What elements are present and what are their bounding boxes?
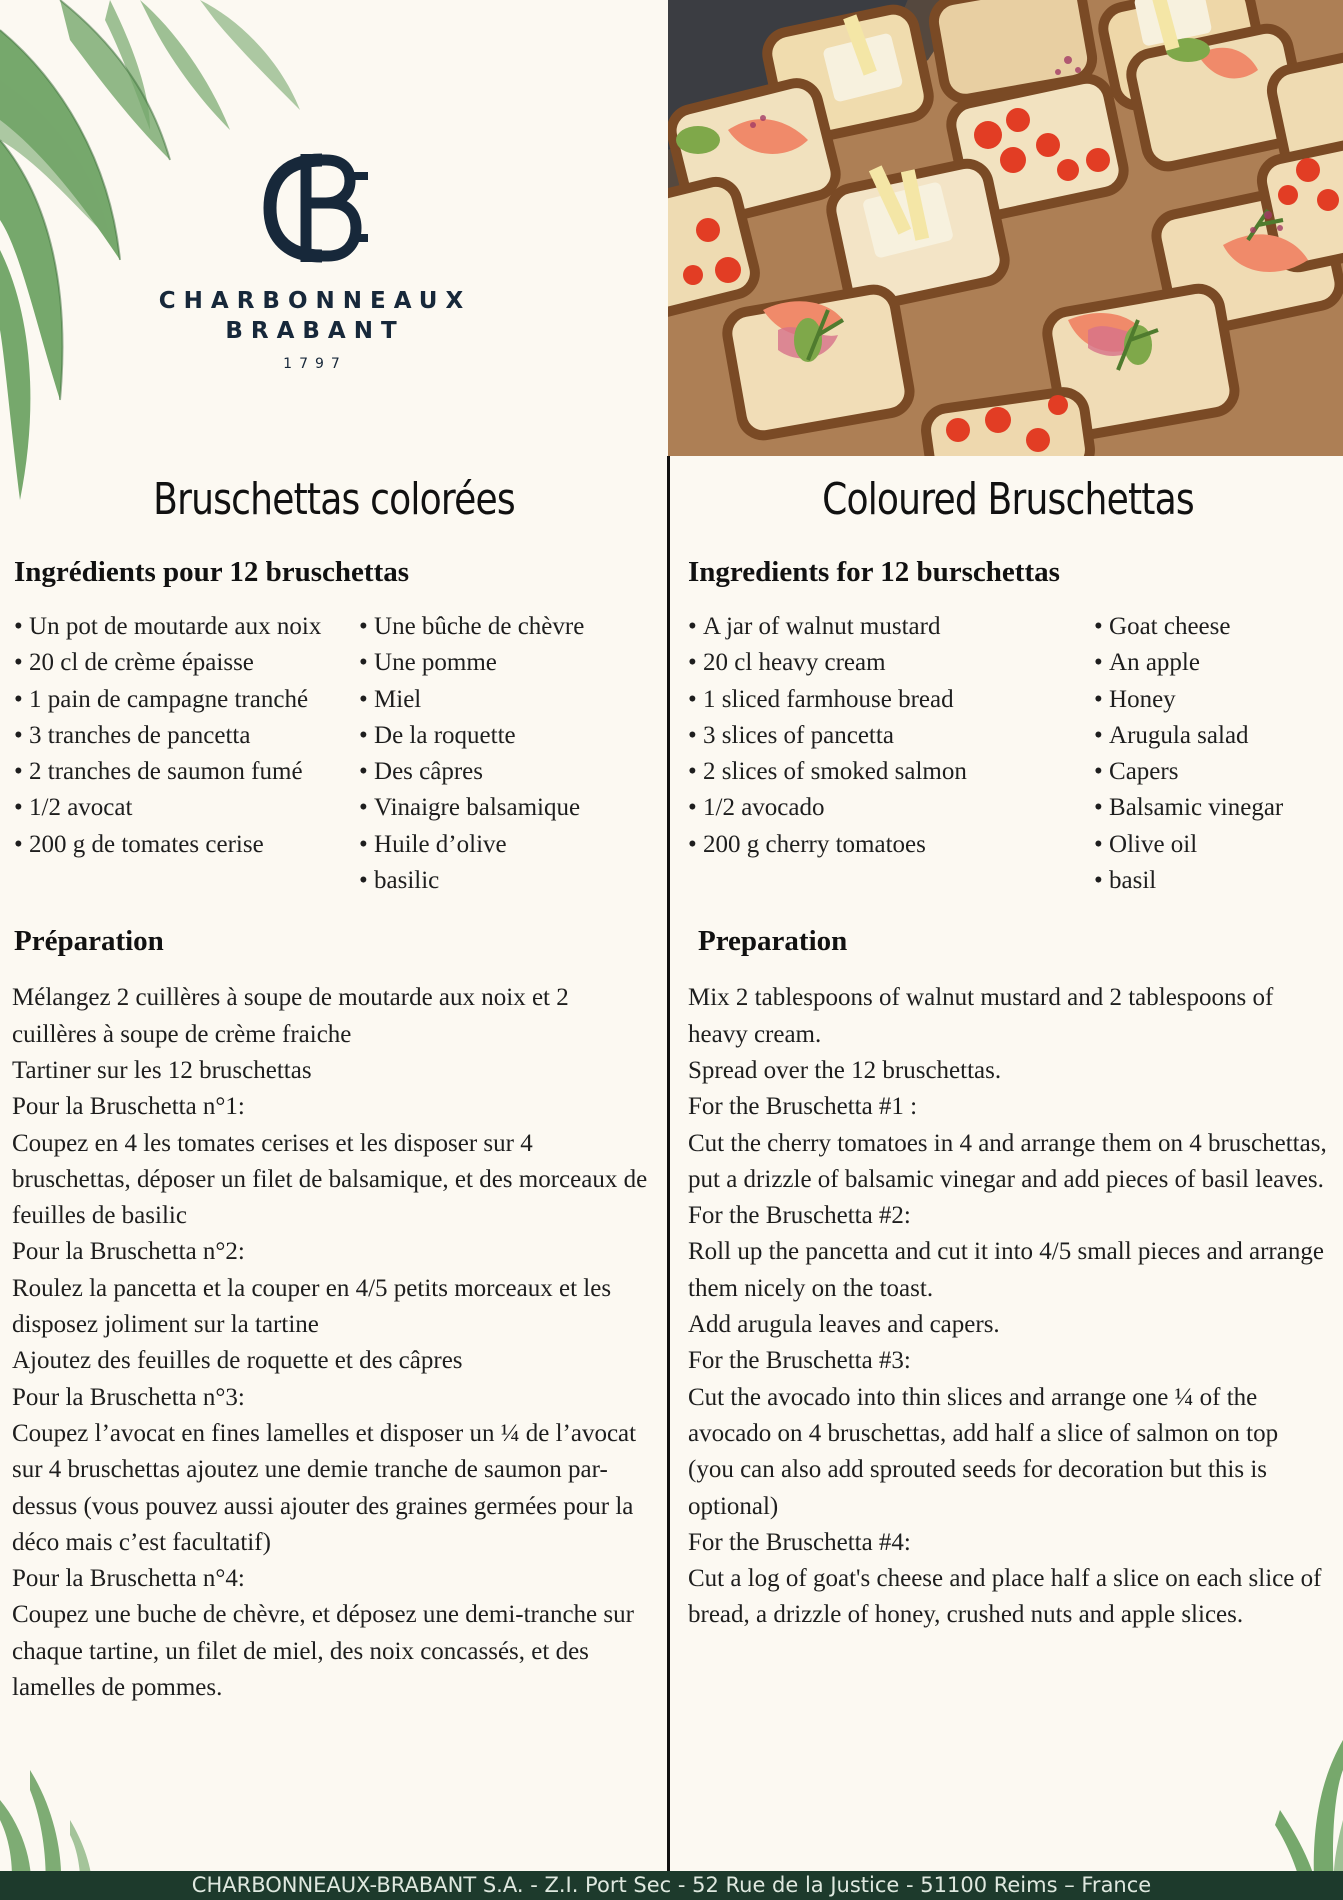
preparation-step: Mix 2 tablespoons of walnut mustard and 2 tablespoons of heavy cream. xyxy=(688,984,1274,1048)
preparation-heading-en: Preparation xyxy=(698,925,848,958)
preparation-step: Tartiner sur les 12 bruschettas xyxy=(12,1056,312,1084)
ingredient-item: • 3 tranches de pancetta xyxy=(14,718,359,754)
preparation-heading-fr: Préparation xyxy=(14,925,164,958)
ingredient-item: • 200 g cherry tomatoes xyxy=(688,827,1094,863)
ingredient-item: • 20 cl heavy cream xyxy=(688,645,1094,681)
preparation-step: Pour la Bruschetta n°4: xyxy=(12,1565,245,1593)
ingredients-list-fr xyxy=(14,609,654,899)
ingredient-item: • Des câpres xyxy=(359,754,584,790)
ingredients-column-2-en xyxy=(1094,609,1283,899)
preparation-step: Pour la Bruschetta n°3: xyxy=(12,1383,245,1411)
preparation-step: Cut the avocado into thin slices and arrange one ¼ of the avocado on 4 bruschettas, add half a slice of salmon on top (you can also add sprouted seeds for decoration but this is optional) xyxy=(688,1383,1279,1520)
preparation-step: Coupez l’avocat en fines lamelles et disposer un ¼ de l’avocat sur 4 bruschettas ajoutez une demie tranche de saumon par-dessus (vous pouvez aussi ajouter des graines germées pour la déco mais c’est facultatif) xyxy=(12,1419,637,1556)
ingredient-item: • 20 cl de crème épaisse xyxy=(14,645,359,681)
english-recipe-column xyxy=(688,456,1328,1634)
recipe-title-en: Coloured Bruschettas xyxy=(822,474,1194,525)
brand-name-line2: BRABANT xyxy=(225,318,405,344)
french-recipe-column xyxy=(14,456,654,1706)
ingredients-list-en xyxy=(688,609,1328,899)
ingredient-item: • 1 sliced farmhouse bread xyxy=(688,682,1094,718)
preparation-step: Ajoutez des feuilles de roquette et des câpres xyxy=(12,1347,463,1375)
preparation-step: Cut a log of goat's cheese and place half a slice on each slice of bread, a drizzle of honey, crushed nuts and apple slices. xyxy=(688,1565,1322,1629)
preparation-step: Spread over the 12 bruschettas. xyxy=(688,1056,1002,1084)
ingredient-item: • 200 g de tomates cerise xyxy=(14,827,359,863)
preparation-step: For the Bruschetta #3: xyxy=(688,1347,911,1375)
ingredient-item: • 1/2 avocat xyxy=(14,790,359,826)
preparation-step: Roll up the pancetta and cut it into 4/5 small pieces and arrange them nicely on the toast. xyxy=(688,1238,1324,1302)
ingredients-column-2-fr xyxy=(359,609,584,899)
brand-logo xyxy=(150,148,480,372)
ingredient-item: • Vinaigre balsamique xyxy=(359,790,584,826)
ingredient-item: • Une pomme xyxy=(359,645,584,681)
ingredients-column-1-fr xyxy=(14,609,359,899)
ingredient-item: • 1/2 avocado xyxy=(688,790,1094,826)
preparation-step: For the Bruschetta #2: xyxy=(688,1202,911,1230)
ingredient-item: • Honey xyxy=(1094,682,1283,718)
ingredient-item: • Miel xyxy=(359,682,584,718)
preparation-step: Mélangez 2 cuillères à soupe de moutarde aux noix et 2 cuillères à soupe de crème fraiche xyxy=(12,984,569,1048)
ingredients-heading-en: Ingredients for 12 burschettas xyxy=(688,556,1060,588)
ingredients-heading-fr: Ingrédients pour 12 bruschettas xyxy=(14,556,410,588)
brand-name-line1: CHARBONNEAUX xyxy=(158,288,472,314)
preparation-step: For the Bruschetta #4: xyxy=(688,1528,911,1556)
bruschetta-photo xyxy=(668,0,1343,456)
company-address-footer: CHARBONNEAUX-BRABANT S.A. - Z.I. Port Sec - 52 Rue de la Justice - 51100 Reims – France xyxy=(0,1871,1343,1900)
preparation-text-en xyxy=(688,980,1328,1633)
ingredient-item: • 2 slices of smoked salmon xyxy=(688,754,1094,790)
preparation-step: Add arugula leaves and capers. xyxy=(688,1311,1000,1339)
brand-year: 1797 xyxy=(283,356,347,372)
ingredient-item: • 1 pain de campagne tranché xyxy=(14,682,359,718)
ingredient-item: • Arugula salad xyxy=(1094,718,1283,754)
preparation-step: Pour la Bruschetta n°1: xyxy=(12,1093,245,1121)
ingredient-item: • 3 slices of pancetta xyxy=(688,718,1094,754)
ingredient-item: • Huile d’olive xyxy=(359,827,584,863)
preparation-text-fr xyxy=(12,980,654,1706)
monogram-icon xyxy=(260,148,370,268)
ingredient-item: • Goat cheese xyxy=(1094,609,1283,645)
ingredient-item: • Balsamic vinegar xyxy=(1094,790,1283,826)
ingredients-column-1-en xyxy=(688,609,1094,899)
column-divider xyxy=(667,456,670,1871)
recipe-title-fr: Bruschettas colorées xyxy=(153,474,515,525)
preparation-step: Coupez une buche de chèvre, et déposez une demi-tranche sur chaque tartine, un filet de miel, des noix concassés, et des lamelles de pommes. xyxy=(12,1601,634,1702)
ingredient-item: • Capers xyxy=(1094,754,1283,790)
ingredient-item: • A jar of walnut mustard xyxy=(688,609,1094,645)
ingredient-item: • Un pot de moutarde aux noix xyxy=(14,609,359,645)
ingredient-item: • De la roquette xyxy=(359,718,584,754)
ingredient-item: • basil xyxy=(1094,863,1283,899)
preparation-step: For the Bruschetta #1 : xyxy=(688,1093,918,1121)
ingredient-item: • An apple xyxy=(1094,645,1283,681)
ingredient-item: • basilic xyxy=(359,863,584,899)
preparation-step: Pour la Bruschetta n°2: xyxy=(12,1238,245,1266)
preparation-step: Cut the cherry tomatoes in 4 and arrange them on 4 bruschettas, put a drizzle of balsamic vinegar and add pieces of basil leaves. xyxy=(688,1129,1327,1193)
ingredient-item: • Une bûche de chèvre xyxy=(359,609,584,645)
preparation-step: Coupez en 4 les tomates cerises et les disposer sur 4 bruschettas, déposer un filet de balsamique, et des morceaux de feuilles de basilic xyxy=(12,1129,648,1230)
ingredient-item: • 2 tranches de saumon fumé xyxy=(14,754,359,790)
preparation-step: Roulez la pancetta et la couper en 4/5 petits morceaux et les disposez joliment sur la tartine xyxy=(12,1274,612,1339)
ingredient-item: • Olive oil xyxy=(1094,827,1283,863)
